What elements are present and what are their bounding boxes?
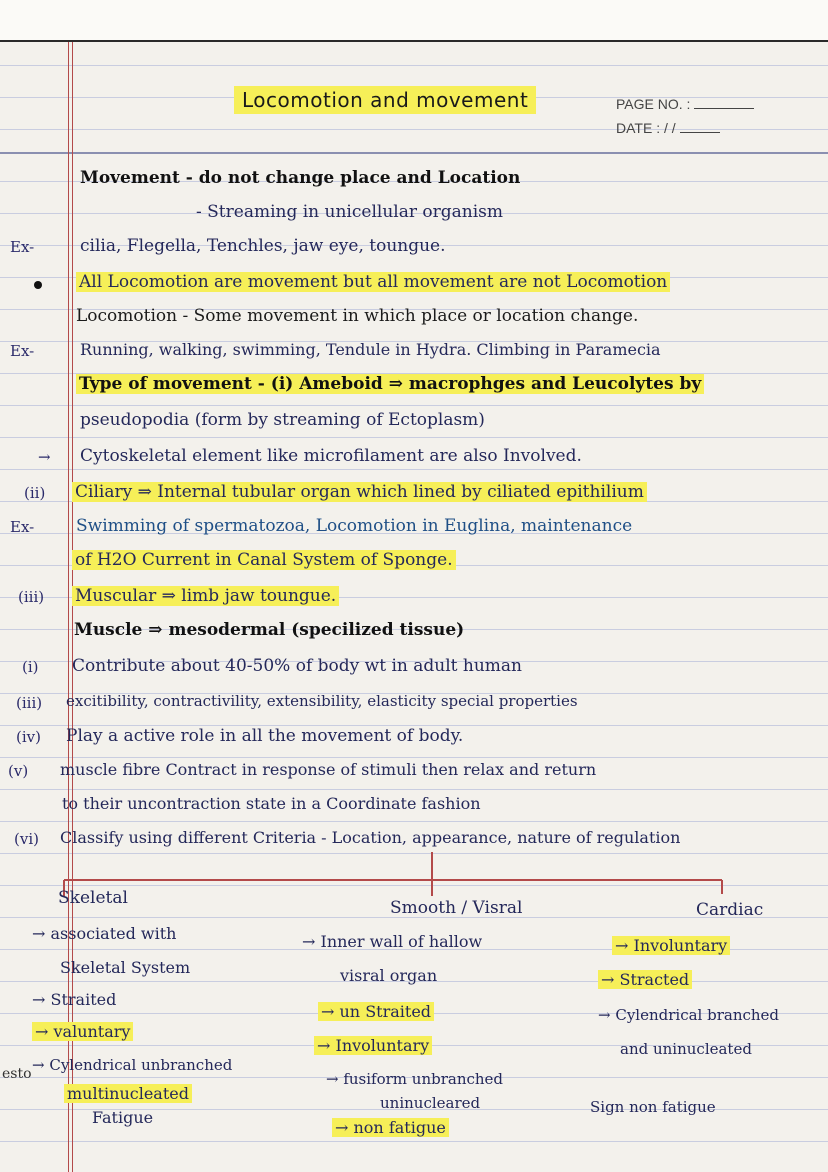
- page-no-label: PAGE NO. :: [616, 96, 754, 112]
- page-title: Locomotion and movement: [234, 86, 536, 114]
- note-marker: (ii): [24, 484, 46, 502]
- smooth-title: Smooth / Visral: [390, 898, 523, 918]
- skeletal-item: multinucleated: [64, 1084, 192, 1103]
- cardiac-item: → Involuntary: [612, 936, 730, 955]
- note-marker: Ex-: [10, 518, 35, 536]
- note-marker: Ex-: [10, 238, 35, 256]
- note-marker: (vi): [14, 830, 39, 848]
- note-line: Classify using different Criteria - Location, appearance, nature of regulation: [60, 828, 681, 847]
- note-marker: Ex-: [10, 342, 35, 360]
- skeletal-title: Skeletal: [58, 888, 128, 908]
- note-line: Play a active role in all the movement of body.: [66, 726, 464, 746]
- note-line: Muscle ⇒ mesodermal (specilized tissue): [74, 620, 465, 640]
- note-line-highlight: Type of movement - (i) Ameboid ⇒ macrophges and Leucolytes by: [76, 374, 704, 394]
- note-marker: (iii): [18, 588, 45, 606]
- cardiac-item: and uninucleated: [620, 1040, 752, 1058]
- side-note: esto: [2, 1066, 32, 1082]
- skeletal-item: → Cylendrical unbranched: [32, 1056, 233, 1074]
- note-line: cilia, Flegella, Tenchles, jaw eye, toungue.: [80, 236, 446, 256]
- note-line: - Streaming in unicellular organism: [196, 202, 503, 222]
- smooth-item: → Inner wall of hallow: [302, 932, 483, 951]
- skeletal-item: → Straited: [32, 990, 117, 1009]
- note-line-highlight: of H2O Current in Canal System of Sponge.: [72, 550, 456, 570]
- note-line: excitibility, contractivility, extensibility, elasticity special properties: [66, 692, 578, 710]
- date-label: DATE : / /: [616, 120, 720, 136]
- skeletal-item: → valuntary: [32, 1022, 133, 1041]
- smooth-item: visral organ: [340, 966, 438, 985]
- note-line: Locomotion - Some movement in which place or location change.: [76, 306, 639, 326]
- note-line: muscle fibre Contract in response of stimuli then relax and return: [60, 760, 597, 779]
- note-line-highlight: Muscular ⇒ limb jaw toungue.: [72, 586, 339, 606]
- note-line: Cytoskeletal element like microfilament are also Involved.: [80, 446, 582, 466]
- skeletal-item: Skeletal System: [60, 958, 191, 977]
- note-line: pseudopodia (form by streaming of Ectoplasm): [80, 410, 485, 430]
- skeletal-item: → associated with: [32, 924, 177, 943]
- cardiac-item: Sign non fatigue: [590, 1098, 716, 1116]
- note-line-highlight: Ciliary ⇒ Internal tubular organ which lined by ciliated epithilium: [72, 482, 647, 502]
- note-line: to their uncontraction state in a Coordinate fashion: [62, 794, 481, 813]
- note-marker: (v): [8, 762, 29, 780]
- note-marker: (iii): [16, 694, 43, 712]
- note-line: Swimming of spermatozoa, Locomotion in Euglina, maintenance: [76, 516, 633, 536]
- note-line: Running, walking, swimming, Tendule in Hydra. Climbing in Paramecia: [80, 340, 661, 359]
- smooth-item: uninucleared: [380, 1094, 481, 1112]
- note-marker: (iv): [16, 728, 41, 746]
- smooth-item: → non fatigue: [332, 1118, 449, 1137]
- cardiac-item: → Stracted: [598, 970, 692, 989]
- cardiac-title: Cardiac: [696, 900, 764, 920]
- note-line: Contribute about 40-50% of body wt in adult human: [72, 656, 522, 676]
- note-line: Movement - do not change place and Location: [80, 168, 521, 188]
- smooth-item: → fusiform unbranched: [326, 1070, 504, 1088]
- note-marker: (i): [22, 658, 39, 676]
- skeletal-item: Fatigue: [92, 1108, 154, 1127]
- smooth-item: → Involuntary: [314, 1036, 432, 1055]
- cardiac-item: → Cylendrical branched: [598, 1006, 780, 1024]
- arrow-icon: →: [38, 448, 51, 466]
- note-line-highlight: All Locomotion are movement but all movement are not Locomotion: [76, 272, 670, 292]
- smooth-item: → un Straited: [318, 1002, 434, 1021]
